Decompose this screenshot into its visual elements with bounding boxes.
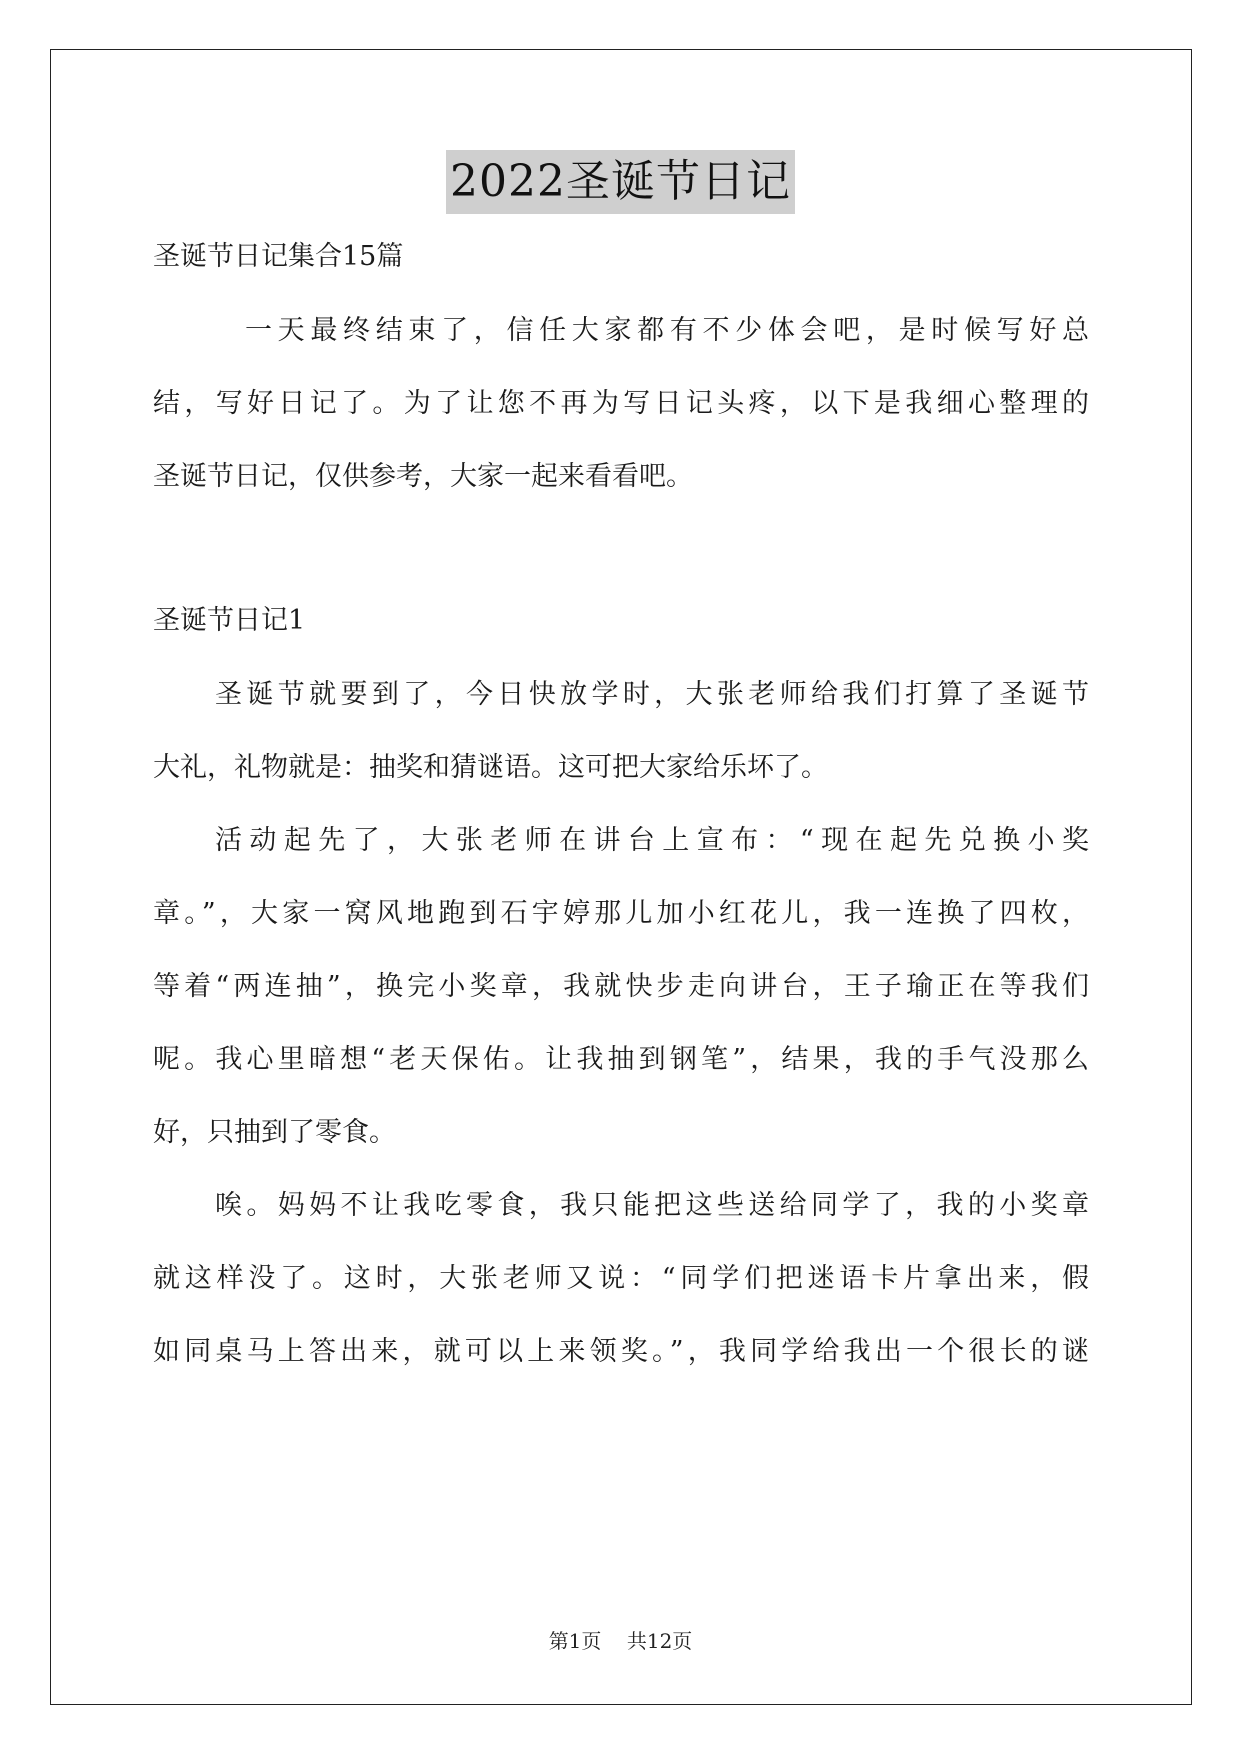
subtitle-line: 圣诞节日记集合15篇 <box>153 241 404 272</box>
page-border <box>50 49 1192 1705</box>
page-number: 第1页 <box>548 1629 602 1653</box>
paragraph-line: 唉。妈妈不让我吃零食，我只能把这些送给同学了，我的小奖章 <box>215 1190 1089 1221</box>
paragraph-line: 结，写好日记了。为了让您不再为写日记头疼，以下是我细心整理的 <box>153 388 1089 419</box>
paragraph-line: 活动起先了，大张老师在讲台上宣布：“现在起先兑换小奖 <box>215 825 1089 856</box>
paragraph-line: 如同桌马上答出来，就可以上来领奖。”，我同学给我出一个很长的谜 <box>153 1336 1089 1367</box>
title-container <box>0 150 1241 214</box>
paragraph-line: 等着“两连抽”，换完小奖章，我就快步走向讲台，王子瑜正在等我们 <box>153 971 1089 1002</box>
section-heading: 圣诞节日记1 <box>153 605 306 636</box>
paragraph-line: 好，只抽到了零食。 <box>153 1117 396 1148</box>
paragraph-line: 章。”，大家一窝风地跑到石宇婷那儿加小红花儿，我一连换了四枚， <box>153 898 1089 929</box>
paragraph-line: 就这样没了。这时，大张老师又说：“同学们把迷语卡片拿出来，假 <box>153 1263 1089 1294</box>
paragraph-line: 圣诞节日记，仅供参考，大家一起来看看吧。 <box>153 461 693 492</box>
paragraph-line: 一天最终结束了，信任大家都有不少体会吧，是时候写好总 <box>245 315 1089 346</box>
total-pages: 共12页 <box>626 1629 693 1653</box>
paragraph-line: 大礼，礼物就是：抽奖和猜谜语。这可把大家给乐坏了。 <box>153 752 828 783</box>
document-title: 2022圣诞节日记 <box>446 150 795 214</box>
paragraph-line: 圣诞节就要到了，今日快放学时，大张老师给我们打算了圣诞节 <box>215 679 1089 710</box>
page-footer <box>0 1627 1241 1655</box>
paragraph-line: 呢。我心里暗想“老天保佑。让我抽到钢笔”，结果，我的手气没那么 <box>153 1044 1089 1075</box>
